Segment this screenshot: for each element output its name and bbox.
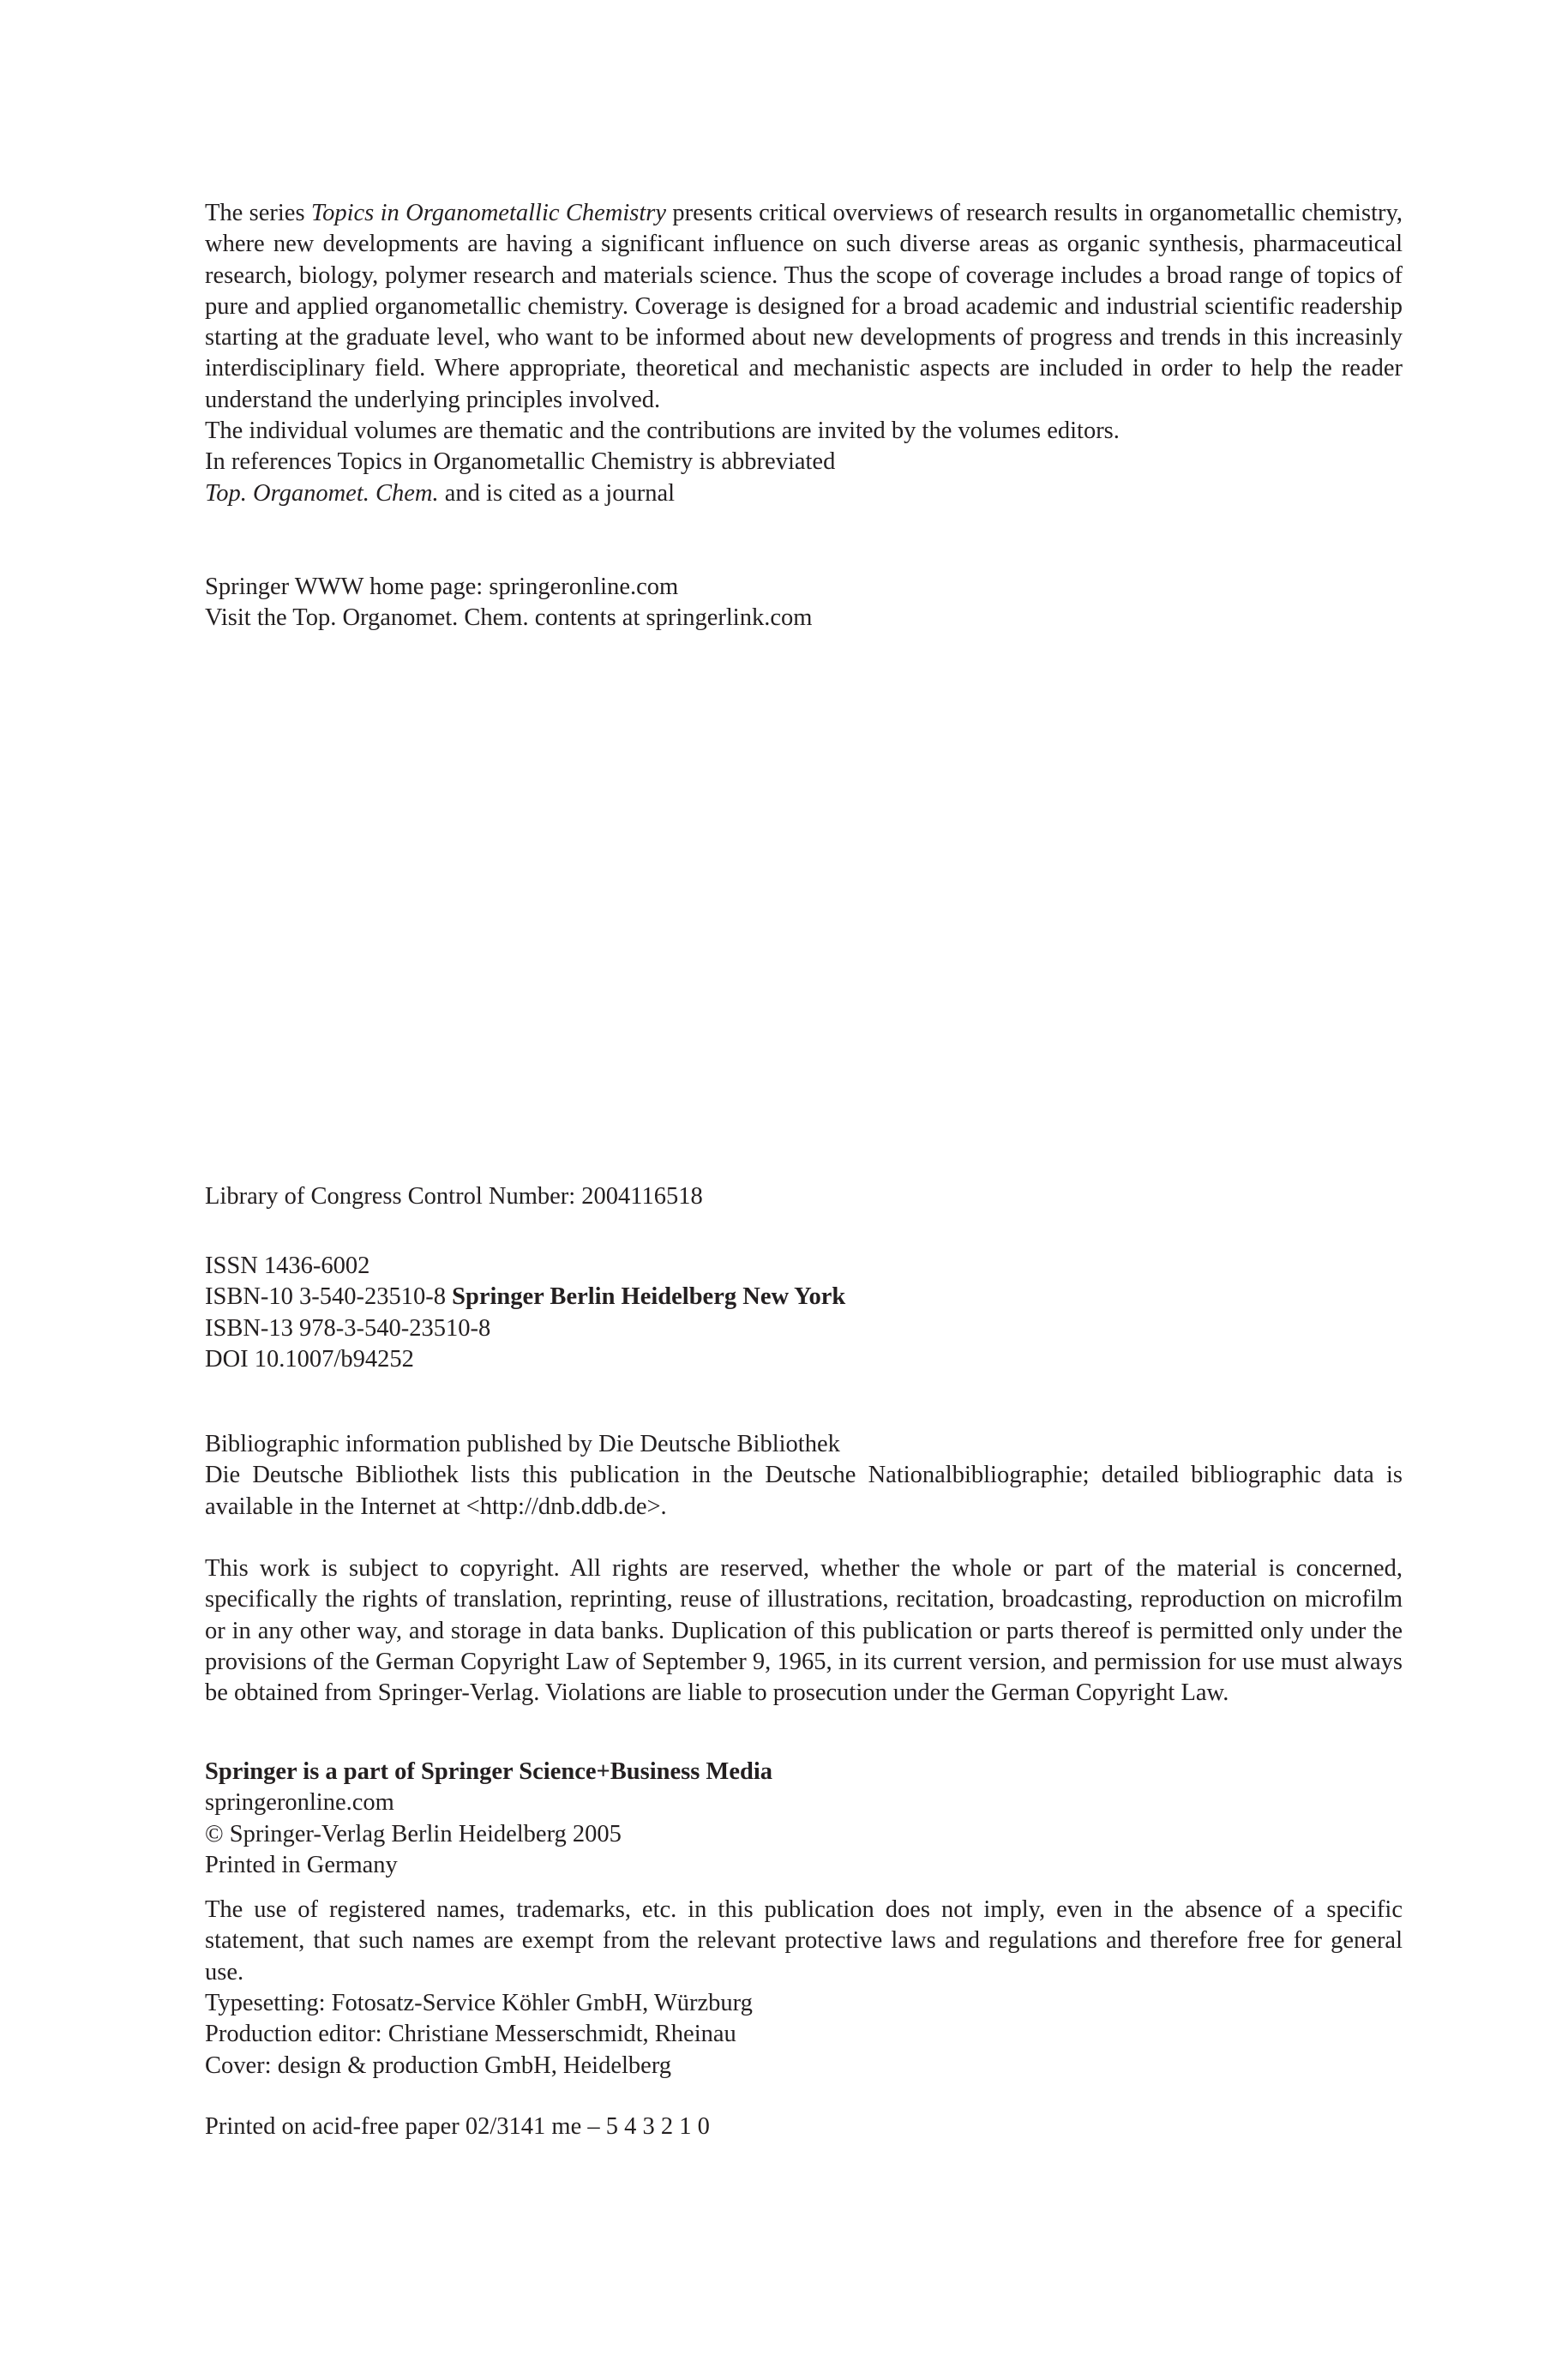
abbreviation-tail: and is cited as a journal xyxy=(438,479,676,507)
isbn13-line: ISBN-13 978-3-540-23510-8 xyxy=(205,1314,491,1342)
production-credits xyxy=(205,1988,1403,2082)
isbn10-line xyxy=(205,1282,1403,1313)
springer-part-of: Springer is a part of Springer Science+Business Media xyxy=(205,1758,772,1785)
lccn-text: Library of Congress Control Number: 2004116518 xyxy=(205,1183,703,1210)
journal-abbreviation-line xyxy=(205,478,1403,509)
springer-info xyxy=(205,1757,1403,1881)
biblio-heading: Bibliographic information published by Die Deutsche Bibliothek xyxy=(205,1431,840,1457)
typesetting-line: Typesetting: Fotosatz-Service Köhler GmbH, Würzburg xyxy=(205,1990,753,2016)
copyright-line: © Springer-Verlag Berlin Heidelberg 2005 xyxy=(205,1820,622,1847)
contents-line: Visit the Top. Organomet. Chem. contents at springerlink.com xyxy=(205,604,813,632)
production-editor-line: Production editor: Christiane Messerschmidt, Rheinau xyxy=(205,2021,736,2048)
series-intro-paragraph xyxy=(205,198,1403,416)
journal-abbreviation: Top. Organomet. Chem. xyxy=(205,479,439,507)
series-title: Topics in Organometallic Chemistry xyxy=(310,200,667,226)
trademark-notice xyxy=(205,1895,1403,1988)
lccn-line xyxy=(205,1181,1403,1212)
abbreviation-note: In references Topics in Organometallic Chemistry is abbreviated xyxy=(205,448,836,476)
bibliographic-information xyxy=(205,1429,1403,1523)
web-info xyxy=(205,572,1403,634)
publisher-locations: Springer Berlin Heidelberg New York xyxy=(452,1283,846,1311)
intro-body: presents critical overviews of research results in organometallic chemistry, where new developments are having a significant influence on such diverse areas as organic synthesis, pharmaceutical research, biology, polymer research and materials science. Thus the scope of coverage includes a broad range of topics of pure and applied organometallic chemistry. Coverage is designed for a broad academic and industrial scientific readership starting at the graduate level, who want to be informed about new developments of progress and trends in this increasinly interdisciplinary field. Where appropriate, theoretical and mechanistic aspects are included in order to help the reader understand the underlying principles involved. xyxy=(205,200,1403,413)
volumes-note: The individual volumes are thematic and the contributions are invited by the volumes editors. xyxy=(205,418,1120,445)
doi-line: DOI 10.1007/b94252 xyxy=(205,1345,414,1373)
biblio-text: Die Deutsche Bibliothek lists this publication in the Deutsche Nationalbibliographie; detailed bibliographic data is available in the Internet at <http://dnb.ddb.de>. xyxy=(205,1462,1403,1520)
copyright-notice-text: This work is subject to copyright. All rights are reserved, whether the whole or part of the material is concerned, specifically the rights of translation, reprinting, reuse of illustrations, recitation, broadcasting, reproduction on microfilm or in any other way, and storage in data banks. Duplication of this publication or parts thereof is permitted only under the provisions of the German Copyright Law of September 9, 1965, in its current version, and permission for use must always be obtained from Springer-Verlag. Violations are liable to prosecution under the German Copyright Law. xyxy=(205,1555,1403,1707)
printed-in-line: Printed in Germany xyxy=(205,1851,398,1878)
isbn10: ISBN-10 3-540-23510-8 xyxy=(205,1283,453,1311)
paper-text: Printed on acid-free paper 02/3141 me – 5 4 3 2 1 0 xyxy=(205,2113,710,2140)
trademark-text: The use of registered names, trademarks, etc. in this publication does not imply, even in the absence of a specific statement, that such names are exempt from the relevant protective laws and regulations and therefore free for general use. xyxy=(205,1896,1403,1986)
issn-line: ISSN 1436-6002 xyxy=(205,1253,370,1279)
copyright-notice xyxy=(205,1553,1403,1709)
springer-site: springeronline.com xyxy=(205,1789,394,1817)
paper-line xyxy=(205,2112,1403,2142)
home-page-line: Springer WWW home page: springeronline.com xyxy=(205,574,679,600)
intro-lead: The series xyxy=(205,200,311,226)
identifiers xyxy=(205,1251,1403,1375)
cover-line: Cover: design & production GmbH, Heidelberg xyxy=(205,2052,672,2079)
series-description xyxy=(205,198,1403,509)
